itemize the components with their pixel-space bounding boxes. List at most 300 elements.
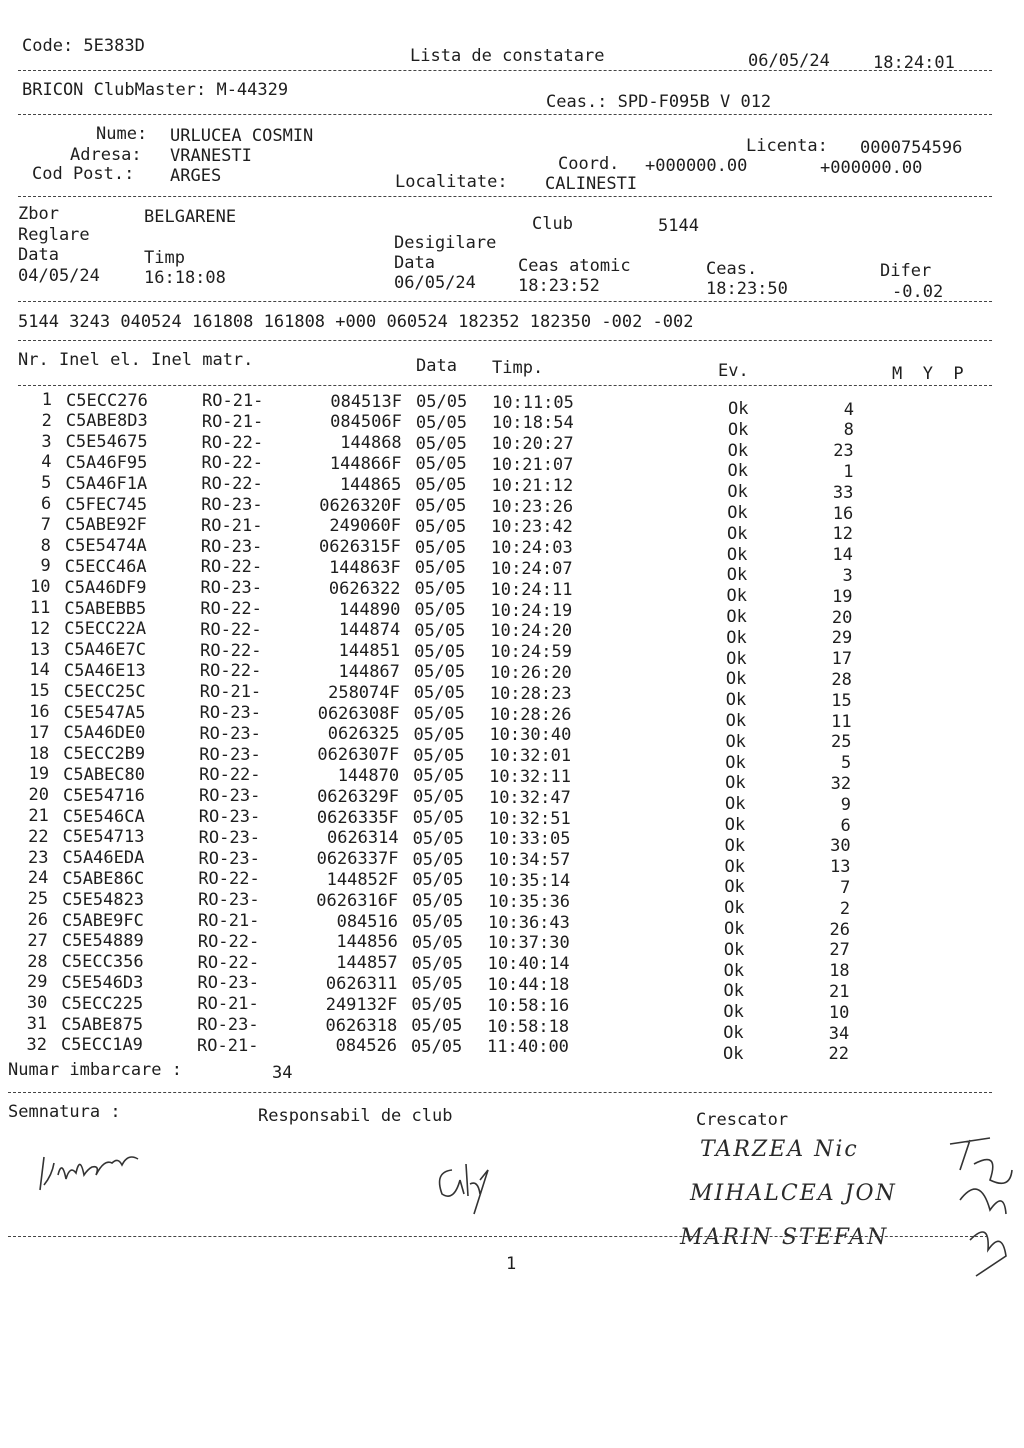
event-status: Ok [723, 960, 745, 981]
ring-number: 0626307F [317, 745, 400, 766]
ring-electronic: C5E54716 [62, 785, 145, 806]
rank-position: 29 [831, 628, 853, 649]
ring-prefix: RO-21- [201, 411, 264, 432]
row-number: 17 [28, 722, 50, 743]
reg-timp-label: Timp [144, 248, 185, 268]
ring-number: 084526 [335, 1036, 398, 1057]
divider [18, 196, 992, 197]
event-status: Ok [725, 752, 746, 773]
signature-label: Semnatura : [8, 1102, 121, 1122]
ring-prefix: RO-23- [197, 1015, 259, 1035]
ring-prefix: RO-22- [197, 952, 260, 973]
arrival-time: 10:26:20 [489, 662, 572, 683]
desigilare-label: Desigilare [394, 233, 497, 253]
rank-position: 13 [829, 857, 851, 878]
rank-position: 14 [832, 545, 853, 566]
rank-position: 32 [830, 773, 852, 794]
arrival-time: 10:24:07 [490, 558, 573, 579]
ring-electronic: C5ABE8D3 [65, 411, 148, 432]
event-status: Ok [727, 523, 748, 544]
club-label: Club [532, 214, 573, 234]
des-data-label: Data [394, 253, 435, 273]
divider [18, 340, 992, 341]
col-header-timp: Timp. [492, 358, 544, 378]
arrival-time: 10:33:05 [488, 829, 571, 850]
arrival-time: 10:21:07 [491, 454, 574, 475]
ring-prefix: RO-21- [202, 391, 264, 411]
reg-date: 04/05/24 [18, 266, 100, 286]
row-number: 11 [29, 598, 51, 618]
ring-electronic: C5E5474A [64, 536, 147, 557]
ring-number: 0626311 [325, 973, 398, 994]
ring-electronic: C5ABEBB5 [64, 598, 147, 619]
document-title: Lista de constatare [410, 46, 605, 66]
rank-position: 22 [828, 1044, 850, 1065]
arrival-date: 05/05 [416, 392, 468, 412]
ring-electronic: C5ECC46A [64, 556, 147, 577]
ring-electronic: C5E54823 [62, 889, 145, 910]
ring-number: 144870 [337, 765, 400, 786]
ring-electronic: C5A46F1A [65, 473, 148, 494]
ring-number: 0626325 [327, 724, 400, 745]
club-signature [430, 1150, 500, 1220]
arrival-date: 05/05 [415, 496, 467, 516]
arrival-date: 05/05 [414, 600, 466, 620]
rank-position: 12 [832, 524, 854, 545]
ring-prefix: RO-22- [201, 474, 263, 495]
row-number: 22 [28, 826, 49, 847]
ring-number: 144866F [329, 453, 402, 474]
ring-prefix: RO-23- [198, 848, 260, 869]
row-number: 20 [28, 785, 49, 806]
ring-number: 144867 [338, 661, 400, 682]
ring-prefix: RO-23- [198, 786, 261, 807]
row-number: 25 [27, 889, 49, 910]
ring-prefix: RO-22- [197, 931, 260, 952]
event-status: Ok [727, 461, 748, 482]
license-number: 0000754596 [860, 138, 963, 158]
row-number: 26 [27, 910, 48, 930]
ring-electronic: C5FEC745 [65, 494, 148, 515]
event-status: Ok [724, 835, 746, 856]
club-responsible-label: Responsabil de club [258, 1106, 453, 1126]
rank-position: 30 [830, 836, 851, 857]
row-number: 30 [26, 993, 48, 1014]
arrival-date: 05/05 [415, 475, 467, 496]
rank-position: 18 [829, 961, 850, 982]
ring-number: 144857 [336, 953, 398, 974]
rank-position: 5 [841, 753, 852, 774]
rank-position: 34 [828, 1023, 850, 1044]
arrival-date: 05/05 [411, 1016, 463, 1036]
ring-prefix: RO-23- [199, 744, 261, 765]
row-number: 21 [28, 806, 49, 826]
rank-position: 23 [833, 441, 854, 462]
arrival-time: 10:32:47 [488, 787, 571, 808]
coord-x: +000000.00 [645, 156, 748, 176]
breeder-1: TARZEA Nic [700, 1137, 859, 1162]
ring-number: 084506F [330, 412, 402, 433]
difer-label: Difer [880, 261, 932, 281]
arrival-date: 05/05 [411, 932, 464, 953]
atomic-time: 18:23:52 [518, 276, 600, 296]
arrival-time: 10:30:40 [489, 725, 572, 746]
rank-position: 16 [832, 503, 854, 524]
event-status: Ok [723, 1002, 744, 1023]
ring-prefix: RO-22- [201, 453, 263, 474]
ring-number: 144865 [339, 474, 402, 495]
flight-name: BELGARENE [144, 207, 237, 227]
event-status: Ok [724, 815, 746, 835]
ring-number: 0626315F [318, 537, 401, 558]
ring-prefix: RO-22- [200, 599, 262, 619]
arrival-date: 05/05 [414, 558, 466, 579]
rank-position: 27 [829, 940, 850, 961]
ring-prefix: RO-21- [197, 994, 259, 1015]
row-number: 9 [40, 556, 51, 577]
rank-position: 10 [828, 1002, 850, 1023]
row-number: 4 [41, 452, 52, 473]
rank-position: 33 [832, 482, 854, 503]
ring-electronic: C5ECC276 [66, 390, 148, 411]
ring-electronic: C5E54713 [62, 827, 145, 848]
rank-position: 17 [831, 649, 853, 670]
arrival-date: 05/05 [411, 995, 463, 1016]
arrival-time: 10:23:42 [491, 517, 573, 538]
arrival-date: 05/05 [413, 745, 465, 766]
ring-prefix: RO-23- [199, 723, 261, 744]
ring-prefix: RO-23- [198, 827, 261, 848]
breeder-signatures-scribble [930, 1130, 1022, 1280]
arrival-date: 05/05 [414, 620, 466, 641]
reg-time: 16:18:08 [144, 268, 226, 288]
ring-electronic: C5ABEC80 [63, 764, 145, 785]
arrival-date: 05/05 [415, 433, 467, 454]
event-status: Ok [724, 856, 745, 877]
rank-position: 8 [843, 420, 854, 441]
ring-number: 0626316F [316, 890, 399, 911]
system-id: BRICON ClubMaster: M-44329 [22, 80, 289, 100]
ring-number: 258074F [328, 682, 400, 703]
ring-prefix: RO-21- [199, 682, 262, 703]
divider [8, 1236, 988, 1237]
arrival-time: 10:36:43 [488, 912, 570, 933]
ring-electronic: C5ECC356 [61, 952, 144, 973]
ring-number: 0626314 [326, 828, 399, 849]
ring-prefix: RO-22- [201, 432, 264, 453]
row-number: 28 [27, 951, 48, 972]
rank-position: 9 [840, 794, 851, 815]
col-header-data: Data [416, 356, 457, 376]
row-number: 18 [28, 743, 50, 764]
arrival-date: 05/05 [413, 766, 465, 787]
ring-number: 0626335F [316, 807, 399, 828]
divider [18, 301, 992, 302]
event-status: Ok [727, 482, 748, 503]
event-status: Ok [724, 877, 745, 898]
rank-position: 28 [831, 669, 852, 690]
row-number: 16 [29, 702, 50, 722]
col-header-ev: Ev. [718, 361, 749, 381]
event-status: Ok [727, 419, 749, 440]
arrival-time: 10:24:03 [490, 538, 573, 559]
des-date: 06/05/24 [394, 273, 476, 293]
arrival-date: 05/05 [411, 1036, 463, 1057]
row-number: 5 [41, 473, 52, 494]
row-number: 1 [41, 390, 52, 410]
embark-label: Numar imbarcare : [8, 1060, 182, 1080]
embark-count: 34 [272, 1063, 293, 1083]
col-header-rings: Nr. Inel el. Inel matr. [18, 350, 254, 370]
ring-electronic: C5A46EDA [62, 848, 145, 869]
rank-position: 19 [832, 586, 853, 607]
ring-electronic: C5E54675 [65, 432, 148, 453]
divider [18, 114, 992, 115]
event-status: Ok [723, 939, 745, 960]
ring-prefix: RO-22- [200, 557, 263, 578]
address-label: Adresa: [70, 145, 142, 165]
arrival-time: 10:24:59 [490, 642, 572, 663]
arrival-time: 10:32:11 [489, 766, 571, 787]
ring-number: 249132F [325, 994, 398, 1015]
name-label: Nume: [96, 124, 148, 144]
rank-position: 21 [829, 981, 850, 1002]
ring-number: 144852F [326, 869, 399, 890]
ring-electronic: C5ECC25C [63, 681, 146, 702]
event-status: Ok [726, 607, 747, 627]
arrival-time: 10:44:18 [487, 974, 570, 995]
rank-position: 20 [831, 607, 853, 628]
ring-electronic: C5ECC1A9 [61, 1035, 143, 1056]
ring-number: 144890 [338, 599, 401, 620]
ring-electronic: C5ECC22A [64, 619, 147, 640]
arrival-time: 10:20:27 [491, 434, 574, 455]
event-status: Ok [724, 919, 745, 939]
ring-prefix: RO-23- [200, 578, 262, 599]
ring-prefix: RO-22- [200, 619, 262, 640]
ring-prefix: RO-23- [200, 536, 263, 557]
ring-number: 144856 [336, 932, 398, 953]
ring-number: 0626329F [317, 786, 399, 807]
rank-position: 3 [842, 565, 853, 586]
divider [18, 385, 992, 386]
difer-value: -0.02 [892, 282, 944, 302]
owner-postal: ARGES [170, 166, 222, 186]
arrival-date: 05/05 [412, 912, 464, 932]
ring-electronic: C5ECC2B9 [63, 744, 146, 765]
ring-prefix: RO-22- [200, 640, 262, 661]
locality-label: Localitate: [395, 172, 508, 192]
ring-electronic: C5ABE86C [62, 868, 145, 889]
arrival-date: 05/05 [415, 454, 467, 475]
rank-position: 7 [840, 877, 851, 898]
ring-electronic: C5A46DE0 [63, 723, 146, 744]
event-status: Ok [725, 669, 747, 690]
event-status: Ok [725, 711, 747, 731]
ring-number: 0626308F [317, 703, 400, 724]
arrival-time: 10:28:26 [489, 704, 572, 725]
arrival-time: 10:24:19 [490, 600, 573, 621]
ring-prefix: RO-21- [201, 515, 263, 536]
arrival-date: 05/05 [415, 516, 467, 537]
arrival-date: 05/05 [411, 953, 463, 974]
row-number: 23 [27, 847, 49, 868]
club-number: 5144 [658, 216, 699, 236]
row-number: 3 [41, 431, 52, 452]
event-status: Ok [726, 565, 748, 586]
arrival-date: 05/05 [412, 787, 465, 808]
arrival-time: 10:28:23 [489, 683, 572, 704]
event-status: Ok [723, 1023, 744, 1043]
event-status: Ok [724, 898, 745, 919]
event-status: Ok [727, 440, 749, 461]
row-number: 7 [40, 514, 52, 535]
arrival-time: 11:40:00 [487, 1037, 569, 1058]
event-status: Ok [725, 773, 746, 794]
owner-name: URLUCEA COSMIN [170, 126, 314, 146]
ring-electronic: C5ECC225 [61, 993, 144, 1014]
event-status: Ok [726, 627, 747, 648]
arrival-time: 10:32:01 [489, 746, 572, 767]
arrival-date: 05/05 [414, 641, 466, 662]
ring-number: 0626322 [328, 578, 401, 599]
row-number: 15 [29, 681, 50, 702]
ring-prefix: RO-23- [198, 890, 260, 911]
row-number: 24 [27, 868, 49, 889]
ring-electronic: C5A46E7C [64, 640, 146, 661]
ring-number: 0626318 [325, 1015, 398, 1036]
ring-electronic: C5E547A5 [63, 702, 146, 723]
ring-number: 0626320F [319, 495, 402, 516]
arrival-date: 05/05 [412, 849, 464, 870]
rank-position: 26 [829, 919, 850, 940]
row-number: 32 [26, 1034, 48, 1055]
reglare-label: Reglare [18, 225, 90, 245]
row-number: 10 [30, 577, 51, 598]
row-number: 13 [29, 639, 51, 660]
ring-prefix: RO-23- [198, 807, 261, 827]
row-number: 12 [29, 618, 51, 639]
rank-position: 1 [843, 461, 854, 482]
ring-number: 249060F [329, 516, 402, 537]
row-number: 19 [28, 764, 50, 785]
ring-prefix: RO-23- [197, 973, 259, 994]
row-number: 29 [27, 972, 48, 993]
arrival-date: 05/05 [414, 579, 466, 600]
owner-locality: CALINESTI [545, 174, 638, 194]
arrival-time: 10:18:54 [491, 413, 574, 434]
arrival-date: 05/05 [411, 974, 463, 995]
ring-prefix: RO-22- [199, 661, 262, 682]
arrival-date: 05/05 [412, 891, 464, 912]
arrival-time: 10:58:18 [487, 1016, 570, 1037]
row-number: 8 [40, 535, 51, 556]
event-status: Ok [726, 544, 748, 565]
row-number: 31 [26, 1014, 48, 1034]
ring-prefix: RO-21- [197, 1035, 259, 1056]
ring-electronic: C5E546CA [62, 806, 145, 827]
ring-prefix: RO-21- [198, 911, 260, 931]
ring-electronic: C5E54889 [61, 931, 144, 952]
arrival-time: 10:32:51 [488, 808, 571, 829]
rank-position: 2 [839, 898, 851, 919]
flight-code-line: 5144 3243 040524 161808 161808 +000 060524 182352 182350 -002 -002 [18, 312, 694, 332]
rank-position: 6 [840, 815, 851, 836]
ring-number: 0626337F [316, 849, 399, 870]
atomic-label: Ceas atomic [518, 256, 631, 276]
event-status: Ok [725, 731, 746, 752]
arrival-date: 05/05 [413, 724, 465, 745]
ring-number: 144863F [329, 557, 401, 578]
arrival-time: 10:37:30 [487, 933, 570, 954]
event-status: Ok [727, 503, 748, 523]
arrival-date: 05/05 [414, 537, 467, 558]
arrival-date: 05/05 [413, 683, 465, 704]
row-number: 27 [27, 930, 48, 951]
license-label: Licenta: [746, 136, 828, 156]
ring-prefix: RO-22- [198, 869, 260, 890]
ceas-time: 18:23:50 [706, 279, 788, 299]
event-status: Ok [724, 794, 746, 815]
arrival-time: 10:58:16 [487, 995, 570, 1016]
rank-position: 4 [843, 399, 854, 420]
document-code: Code: 5E383D [22, 36, 145, 56]
arrival-time: 10:24:11 [490, 579, 573, 600]
arrival-date: 05/05 [413, 662, 466, 683]
event-status: Ok [726, 586, 748, 607]
rank-position: 11 [831, 711, 852, 732]
ring-electronic: C5ABE875 [61, 1014, 144, 1035]
ring-number: 084516 [336, 911, 398, 932]
arrival-time: 10:35:14 [488, 870, 571, 891]
arrival-time: 10:34:57 [488, 850, 571, 871]
arrival-date: 05/05 [412, 808, 464, 828]
ring-electronic: C5ABE9FC [62, 910, 144, 931]
breeder-2: MIHALCEA JON [690, 1181, 897, 1206]
coord-y: +000000.00 [820, 158, 923, 178]
ring-prefix: RO-22- [199, 765, 261, 786]
ring-electronic: C5A46E13 [63, 660, 146, 681]
row-number: 6 [40, 494, 52, 514]
arrival-date: 05/05 [412, 870, 464, 891]
divider [8, 1092, 992, 1093]
ring-number: 084513F [330, 391, 402, 412]
zbor-label: Zbor [18, 204, 59, 224]
ceas-label: Ceas. [706, 259, 758, 279]
ring-number: 144851 [338, 641, 401, 662]
arrival-date: 05/05 [413, 704, 465, 724]
page-number: 1 [506, 1254, 517, 1274]
event-status: Ok [725, 690, 747, 711]
ring-number: 144874 [338, 620, 401, 641]
print-date: 06/05/24 [748, 51, 830, 71]
ring-prefix: RO-23- [201, 495, 263, 515]
row-number: 14 [29, 660, 50, 681]
arrival-time: 10:24:20 [490, 621, 573, 642]
reg-data-label: Data [18, 245, 59, 265]
ring-number: 144868 [340, 433, 402, 454]
coord-label: Coord. [558, 154, 620, 174]
owner-signature [30, 1145, 160, 1205]
arrival-time: 10:40:14 [487, 954, 570, 975]
arrival-date: 05/05 [412, 828, 464, 849]
arrival-time: 10:11:05 [492, 392, 574, 413]
rank-position: 15 [831, 690, 852, 711]
arrival-time: 10:35:36 [488, 891, 571, 912]
owner-address: VRANESTI [170, 146, 252, 166]
arrival-date: 05/05 [415, 412, 468, 433]
event-status: Ok [726, 648, 747, 669]
